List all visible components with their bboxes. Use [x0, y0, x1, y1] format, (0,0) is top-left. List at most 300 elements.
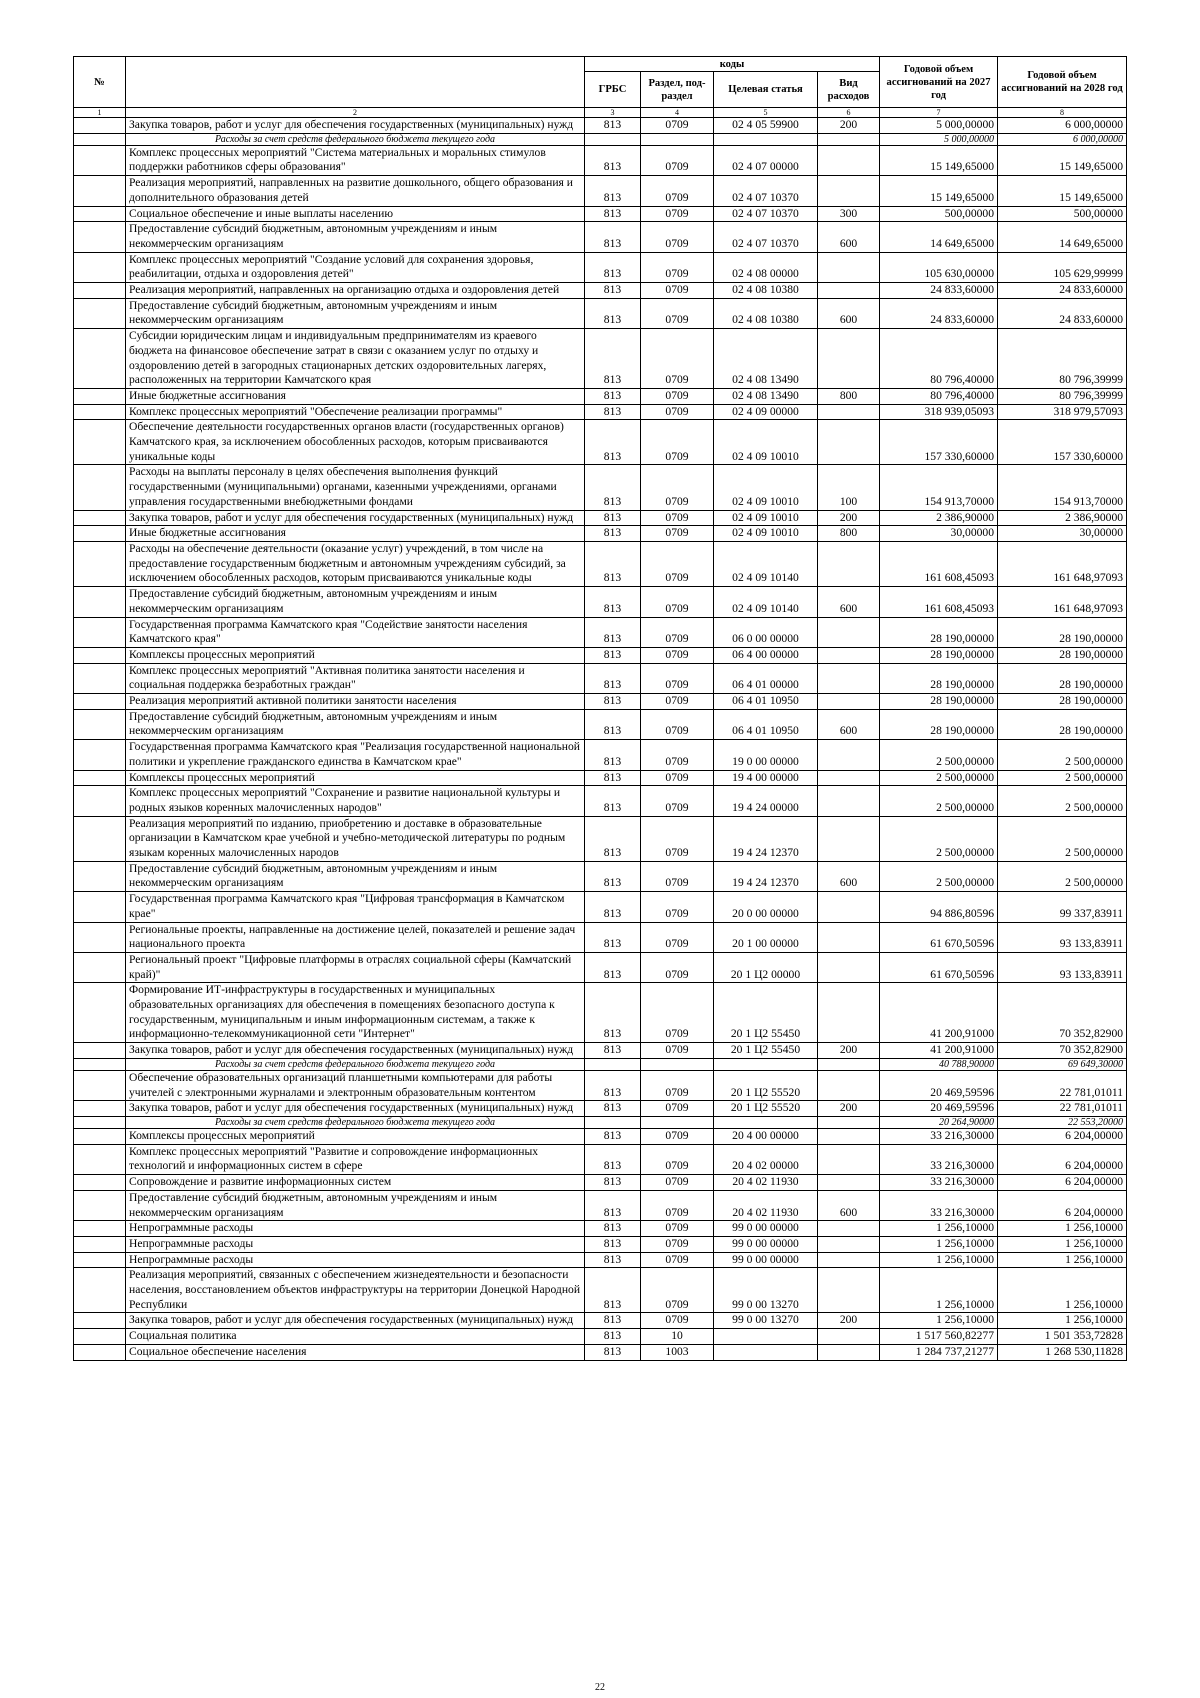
section-cell: 0709	[641, 770, 714, 786]
num-cell	[74, 1313, 126, 1329]
table-row	[74, 404, 1127, 420]
grbs-cell: 813	[585, 1268, 641, 1313]
num-cell	[74, 587, 126, 617]
budget-table	[73, 56, 1127, 1361]
index-cell: 1	[74, 108, 126, 118]
table-row	[74, 222, 1127, 252]
table-row	[74, 1344, 1127, 1360]
amount-2027-cell: 500,00000	[880, 206, 998, 222]
amount-2028-cell: 1 268 530,11828	[998, 1344, 1127, 1360]
header-target: Целевая статья	[714, 72, 818, 108]
table-row	[74, 983, 1127, 1043]
header-index-row	[74, 108, 1127, 118]
amount-2027-cell: 1 256,10000	[880, 1313, 998, 1329]
vid-cell	[818, 770, 880, 786]
vid-cell	[818, 952, 880, 982]
table-row	[74, 1221, 1127, 1237]
section-cell: 0709	[641, 176, 714, 206]
table-row	[74, 709, 1127, 739]
section-cell: 0709	[641, 118, 714, 134]
amount-2028-cell: 70 352,82900	[998, 1043, 1127, 1059]
grbs-cell: 813	[585, 1313, 641, 1329]
amount-2028-cell: 6 204,00000	[998, 1175, 1127, 1191]
vid-cell	[818, 329, 880, 389]
section-cell: 0709	[641, 1144, 714, 1174]
amount-2027-cell: 28 190,00000	[880, 647, 998, 663]
section-cell	[641, 133, 714, 145]
table-row	[74, 118, 1127, 134]
amount-2027-cell: 33 216,30000	[880, 1190, 998, 1220]
vid-cell	[818, 647, 880, 663]
name-cell: Закупка товаров, работ и услуг для обеспечения государственных (муниципальных) нужд	[126, 1043, 585, 1059]
name-cell: Обеспечение деятельности государственных органов власти (государственных органов) Камчатского края, за исключением обособленных расходов, которым присваиваются уникальные коды	[126, 420, 585, 465]
table-row	[74, 145, 1127, 175]
table-row	[74, 1175, 1127, 1191]
num-cell	[74, 222, 126, 252]
name-cell: Региональные проекты, направленные на достижение целей, показателей и решение задач национального проекта	[126, 922, 585, 952]
target-cell: 20 1 Ц2 55520	[714, 1101, 818, 1117]
num-cell	[74, 1101, 126, 1117]
num-cell	[74, 709, 126, 739]
vid-cell	[818, 816, 880, 861]
name-cell: Закупка товаров, работ и услуг для обеспечения государственных (муниципальных) нужд	[126, 118, 585, 134]
amount-2028-cell: 2 500,00000	[998, 770, 1127, 786]
grbs-cell: 813	[585, 1190, 641, 1220]
amount-2028-cell: 2 500,00000	[998, 861, 1127, 891]
target-cell: 02 4 09 00000	[714, 404, 818, 420]
table-row	[74, 283, 1127, 299]
amount-2027-cell: 94 886,80596	[880, 892, 998, 922]
name-cell: Государственная программа Камчатского края "Реализация государственной национальной политики и укрепление гражданского единства в Камчатском крае"	[126, 740, 585, 770]
grbs-cell: 813	[585, 1144, 641, 1174]
amount-2028-cell: 318 979,57093	[998, 404, 1127, 420]
vid-cell	[818, 1070, 880, 1100]
target-cell: 02 4 07 10370	[714, 222, 818, 252]
amount-2027-cell: 24 833,60000	[880, 298, 998, 328]
amount-2027-cell: 5 000,00000	[880, 133, 998, 145]
grbs-cell: 813	[585, 1043, 641, 1059]
amount-2027-cell: 1 256,10000	[880, 1252, 998, 1268]
amount-2028-cell: 161 648,97093	[998, 541, 1127, 586]
amount-2028-cell: 1 256,10000	[998, 1313, 1127, 1329]
target-cell: 20 4 02 00000	[714, 1144, 818, 1174]
amount-2028-cell: 80 796,39999	[998, 388, 1127, 404]
vid-cell: 200	[818, 1043, 880, 1059]
amount-2028-cell: 24 833,60000	[998, 283, 1127, 299]
target-cell: 99 0 00 13270	[714, 1268, 818, 1313]
table-row	[74, 1144, 1127, 1174]
name-cell: Расходы на обеспечение деятельности (оказание услуг) учреждений, в том числе на предоставление государственным бюджетным и автономным учреждениям субсидий, за исключением обособленных расходов, которым присваиваются уникальные коды	[126, 541, 585, 586]
target-cell	[714, 1117, 818, 1129]
amount-2027-cell: 14 649,65000	[880, 222, 998, 252]
section-cell: 0709	[641, 617, 714, 647]
grbs-cell: 813	[585, 892, 641, 922]
grbs-cell	[585, 1117, 641, 1129]
target-cell	[714, 1344, 818, 1360]
section-cell: 0709	[641, 1268, 714, 1313]
target-cell: 20 4 02 11930	[714, 1190, 818, 1220]
name-cell: Реализация мероприятий активной политики занятости населения	[126, 694, 585, 710]
table-row	[74, 892, 1127, 922]
amount-2028-cell: 69 649,30000	[998, 1058, 1127, 1070]
vid-cell: 600	[818, 587, 880, 617]
table-row	[74, 587, 1127, 617]
section-cell: 0709	[641, 541, 714, 586]
amount-2027-cell: 41 200,91000	[880, 983, 998, 1043]
num-cell	[74, 1190, 126, 1220]
amount-2028-cell: 6 000,00000	[998, 118, 1127, 134]
amount-2027-cell: 1 517 560,82277	[880, 1329, 998, 1345]
target-cell: 06 4 00 00000	[714, 647, 818, 663]
name-cell: Социальное обеспечение населения	[126, 1344, 585, 1360]
table-row	[74, 694, 1127, 710]
table-row	[74, 1268, 1127, 1313]
table-row	[74, 206, 1127, 222]
vid-cell: 100	[818, 465, 880, 510]
target-cell: 20 4 00 00000	[714, 1129, 818, 1145]
name-cell: Предоставление субсидий бюджетным, автономным учреждениям и иным некоммерческим организациям	[126, 587, 585, 617]
table-row	[74, 388, 1127, 404]
grbs-cell: 813	[585, 816, 641, 861]
vid-cell: 600	[818, 1190, 880, 1220]
target-cell: 02 4 08 10380	[714, 298, 818, 328]
name-cell: Реализация мероприятий, направленных на организацию отдыха и оздоровления детей	[126, 283, 585, 299]
index-cell: 8	[998, 108, 1127, 118]
target-cell	[714, 1058, 818, 1070]
section-cell: 0709	[641, 861, 714, 891]
num-cell	[74, 176, 126, 206]
name-cell: Комплекс процессных мероприятий "Система материальных и моральных стимулов поддержки работников сферы образования"	[126, 145, 585, 175]
header-num: №	[74, 57, 126, 108]
grbs-cell: 813	[585, 145, 641, 175]
amount-2027-cell: 318 939,05093	[880, 404, 998, 420]
amount-2028-cell: 93 133,83911	[998, 952, 1127, 982]
amount-2028-cell: 1 256,10000	[998, 1252, 1127, 1268]
amount-2027-cell: 33 216,30000	[880, 1129, 998, 1145]
grbs-cell: 813	[585, 694, 641, 710]
num-cell	[74, 786, 126, 816]
name-cell: Реализация мероприятий по изданию, приобретению и доставке в образовательные организации в Камчатском крае учебной и учебно-методической литературы по родным языкам коренных малочисленных народов	[126, 816, 585, 861]
target-cell: 99 0 00 13270	[714, 1313, 818, 1329]
grbs-cell: 813	[585, 1070, 641, 1100]
table-row	[74, 663, 1127, 693]
target-cell: 02 4 05 59900	[714, 118, 818, 134]
num-cell	[74, 694, 126, 710]
name-cell: Комплекс процессных мероприятий "Активная политика занятости населения и социальная поддержка безработных граждан"	[126, 663, 585, 693]
grbs-cell	[585, 1058, 641, 1070]
section-cell: 0709	[641, 1190, 714, 1220]
vid-cell	[818, 541, 880, 586]
table-row	[74, 465, 1127, 510]
table-row	[74, 1236, 1127, 1252]
grbs-cell: 813	[585, 1175, 641, 1191]
grbs-cell: 813	[585, 510, 641, 526]
header-name	[126, 57, 585, 108]
amount-2027-cell: 33 216,30000	[880, 1175, 998, 1191]
amount-2028-cell: 99 337,83911	[998, 892, 1127, 922]
amount-2027-cell: 15 149,65000	[880, 176, 998, 206]
section-cell: 0709	[641, 526, 714, 542]
vid-cell	[818, 404, 880, 420]
amount-2028-cell: 157 330,60000	[998, 420, 1127, 465]
vid-cell: 200	[818, 1313, 880, 1329]
grbs-cell: 813	[585, 404, 641, 420]
amount-2028-cell: 28 190,00000	[998, 694, 1127, 710]
vid-cell: 600	[818, 222, 880, 252]
num-cell	[74, 206, 126, 222]
num-cell	[74, 770, 126, 786]
amount-2028-cell: 6 000,00000	[998, 133, 1127, 145]
amount-2027-cell: 2 500,00000	[880, 816, 998, 861]
vid-cell	[818, 1117, 880, 1129]
table-row	[74, 1329, 1127, 1345]
vid-cell: 200	[818, 1101, 880, 1117]
num-cell	[74, 1117, 126, 1129]
name-cell: Предоставление субсидий бюджетным, автономным учреждениям и иным некоммерческим организациям	[126, 222, 585, 252]
header-section: Раздел, под-раздел	[641, 72, 714, 108]
amount-2028-cell: 105 629,99999	[998, 252, 1127, 282]
section-cell: 0709	[641, 420, 714, 465]
target-cell: 02 4 07 10370	[714, 176, 818, 206]
grbs-cell: 813	[585, 740, 641, 770]
name-cell: Закупка товаров, работ и услуг для обеспечения государственных (муниципальных) нужд	[126, 1313, 585, 1329]
vid-cell	[818, 145, 880, 175]
amount-2028-cell: 22 781,01011	[998, 1101, 1127, 1117]
grbs-cell: 813	[585, 983, 641, 1043]
vid-cell	[818, 1329, 880, 1345]
vid-cell: 600	[818, 861, 880, 891]
section-cell: 0709	[641, 1043, 714, 1059]
amount-2027-cell: 2 500,00000	[880, 740, 998, 770]
name-cell: Комплекс процессных мероприятий "Создание условий для сохранения здоровья, реабилитации, отдыха и оздоровления детей"	[126, 252, 585, 282]
amount-2028-cell: 2 500,00000	[998, 816, 1127, 861]
amount-2028-cell: 161 648,97093	[998, 587, 1127, 617]
section-cell: 0709	[641, 1175, 714, 1191]
amount-2027-cell: 61 670,50596	[880, 922, 998, 952]
amount-2027-cell: 2 500,00000	[880, 770, 998, 786]
table-row	[74, 329, 1127, 389]
grbs-cell: 813	[585, 786, 641, 816]
grbs-cell: 813	[585, 298, 641, 328]
grbs-cell: 813	[585, 1101, 641, 1117]
amount-2028-cell: 500,00000	[998, 206, 1127, 222]
amount-2028-cell: 1 256,10000	[998, 1236, 1127, 1252]
name-cell: Государственная программа Камчатского края "Цифровая трансформация в Камчатском крае"	[126, 892, 585, 922]
vid-cell: 200	[818, 510, 880, 526]
amount-2027-cell: 105 630,00000	[880, 252, 998, 282]
vid-cell	[818, 1344, 880, 1360]
target-cell: 19 0 00 00000	[714, 740, 818, 770]
target-cell: 02 4 08 13490	[714, 388, 818, 404]
grbs-cell: 813	[585, 952, 641, 982]
target-cell: 06 4 01 10950	[714, 694, 818, 710]
amount-2027-cell: 28 190,00000	[880, 694, 998, 710]
vid-cell	[818, 1221, 880, 1237]
section-cell: 0709	[641, 510, 714, 526]
table-row	[74, 740, 1127, 770]
name-cell: Субсидии юридическим лицам и индивидуальным предпринимателям из краевого бюджета на финансовое обеспечение затрат в связи с оказанием услуг по отдыху и оздоровлению детей в загородных стационарных детских оздоровительных лагерях, расположенных на территории Камчатского края	[126, 329, 585, 389]
target-cell	[714, 133, 818, 145]
section-cell: 1003	[641, 1344, 714, 1360]
num-cell	[74, 133, 126, 145]
section-cell: 0709	[641, 222, 714, 252]
num-cell	[74, 617, 126, 647]
table-row	[74, 770, 1127, 786]
amount-2028-cell: 154 913,70000	[998, 465, 1127, 510]
table-row	[74, 176, 1127, 206]
amount-2027-cell: 24 833,60000	[880, 283, 998, 299]
target-cell: 19 4 24 12370	[714, 816, 818, 861]
table-row	[74, 617, 1127, 647]
grbs-cell: 813	[585, 541, 641, 586]
section-cell: 0709	[641, 922, 714, 952]
target-cell: 02 4 08 00000	[714, 252, 818, 282]
table-row	[74, 922, 1127, 952]
amount-2028-cell: 6 204,00000	[998, 1129, 1127, 1145]
header-codes: коды	[585, 57, 880, 72]
num-cell	[74, 861, 126, 891]
grbs-cell: 813	[585, 1129, 641, 1145]
vid-cell	[818, 1175, 880, 1191]
index-cell: 5	[714, 108, 818, 118]
vid-cell	[818, 176, 880, 206]
target-cell: 02 4 09 10010	[714, 465, 818, 510]
amount-2028-cell: 28 190,00000	[998, 709, 1127, 739]
name-cell: Комплексы процессных мероприятий	[126, 770, 585, 786]
table-row	[74, 786, 1127, 816]
amount-2027-cell: 5 000,00000	[880, 118, 998, 134]
vid-cell	[818, 1268, 880, 1313]
header-grbs: ГРБС	[585, 72, 641, 108]
vid-cell	[818, 420, 880, 465]
grbs-cell: 813	[585, 329, 641, 389]
name-cell: Иные бюджетные ассигнования	[126, 388, 585, 404]
amount-2027-cell: 161 608,45093	[880, 587, 998, 617]
num-cell	[74, 329, 126, 389]
grbs-cell: 813	[585, 465, 641, 510]
target-cell: 02 4 09 10010	[714, 510, 818, 526]
target-cell: 20 1 Ц2 55450	[714, 1043, 818, 1059]
grbs-cell: 813	[585, 770, 641, 786]
section-cell: 0709	[641, 1070, 714, 1100]
vid-cell	[818, 694, 880, 710]
grbs-cell: 813	[585, 206, 641, 222]
grbs-cell: 813	[585, 283, 641, 299]
name-cell: Предоставление субсидий бюджетным, автономным учреждениям и иным некоммерческим организациям	[126, 298, 585, 328]
amount-2027-cell: 20 469,59596	[880, 1101, 998, 1117]
target-cell	[714, 1329, 818, 1345]
grbs-cell: 813	[585, 420, 641, 465]
amount-2028-cell: 30,00000	[998, 526, 1127, 542]
num-cell	[74, 1329, 126, 1345]
target-cell: 20 1 00 00000	[714, 922, 818, 952]
vid-cell	[818, 1058, 880, 1070]
grbs-cell: 813	[585, 922, 641, 952]
target-cell: 02 4 09 10010	[714, 526, 818, 542]
amount-2028-cell: 80 796,39999	[998, 329, 1127, 389]
amount-2027-cell: 28 190,00000	[880, 709, 998, 739]
target-cell: 06 4 01 00000	[714, 663, 818, 693]
grbs-cell: 813	[585, 252, 641, 282]
vid-cell	[818, 1252, 880, 1268]
amount-2027-cell: 2 386,90000	[880, 510, 998, 526]
table-row	[74, 1129, 1127, 1145]
num-cell	[74, 1236, 126, 1252]
amount-2028-cell: 6 204,00000	[998, 1144, 1127, 1174]
section-cell: 0709	[641, 252, 714, 282]
num-cell	[74, 526, 126, 542]
name-cell: Комплекс процессных мероприятий "Обеспечение реализации программы"	[126, 404, 585, 420]
name-cell: Непрограммные расходы	[126, 1252, 585, 1268]
name-cell: Предоставление субсидий бюджетным, автономным учреждениям и иным некоммерческим организациям	[126, 861, 585, 891]
section-cell: 0709	[641, 983, 714, 1043]
vid-cell: 600	[818, 709, 880, 739]
num-cell	[74, 816, 126, 861]
section-cell: 0709	[641, 298, 714, 328]
table-row	[74, 1313, 1127, 1329]
name-cell: Закупка товаров, работ и услуг для обеспечения государственных (муниципальных) нужд	[126, 1101, 585, 1117]
target-cell: 99 0 00 00000	[714, 1221, 818, 1237]
federal-funds-row	[74, 1117, 1127, 1129]
amount-2027-cell: 1 256,10000	[880, 1268, 998, 1313]
num-cell	[74, 1344, 126, 1360]
section-cell: 0709	[641, 647, 714, 663]
vid-cell	[818, 983, 880, 1043]
name-cell: Комплекс процессных мероприятий "Сохранение и развитие национальной культуры и родных языков коренных малочисленных народов"	[126, 786, 585, 816]
target-cell: 02 4 09 10140	[714, 541, 818, 586]
section-cell: 0709	[641, 709, 714, 739]
amount-2027-cell: 40 788,90000	[880, 1058, 998, 1070]
num-cell	[74, 1175, 126, 1191]
table-row	[74, 647, 1127, 663]
amount-2028-cell: 93 133,83911	[998, 922, 1127, 952]
amount-2028-cell: 1 256,10000	[998, 1221, 1127, 1237]
target-cell: 99 0 00 00000	[714, 1236, 818, 1252]
section-cell: 0709	[641, 1101, 714, 1117]
name-cell: Закупка товаров, работ и услуг для обеспечения государственных (муниципальных) нужд	[126, 510, 585, 526]
section-cell: 0709	[641, 740, 714, 770]
vid-cell: 200	[818, 118, 880, 134]
amount-2028-cell: 6 204,00000	[998, 1190, 1127, 1220]
section-cell	[641, 1117, 714, 1129]
target-cell: 02 4 07 10370	[714, 206, 818, 222]
name-cell: Комплекс процессных мероприятий "Развитие и сопровождение информационных технологий и информационных систем в сфере	[126, 1144, 585, 1174]
grbs-cell	[585, 133, 641, 145]
num-cell	[74, 118, 126, 134]
section-cell: 0709	[641, 388, 714, 404]
target-cell: 02 4 08 13490	[714, 329, 818, 389]
grbs-cell: 813	[585, 176, 641, 206]
table-row	[74, 1252, 1127, 1268]
table-row	[74, 952, 1127, 982]
name-cell: Комплексы процессных мероприятий	[126, 647, 585, 663]
index-cell: 2	[126, 108, 585, 118]
grbs-cell: 813	[585, 388, 641, 404]
amount-2028-cell: 22 781,01011	[998, 1070, 1127, 1100]
grbs-cell: 813	[585, 118, 641, 134]
amount-2028-cell: 15 149,65000	[998, 145, 1127, 175]
table-row	[74, 1043, 1127, 1059]
header-2027: Годовой объем ассигнований на 2027 год	[880, 57, 998, 108]
section-cell: 0709	[641, 145, 714, 175]
section-cell: 0709	[641, 892, 714, 922]
name-cell: Обеспечение образовательных организаций планшетными компьютерами для работы учителей с электронными журналами и электронным образовательным контентом	[126, 1070, 585, 1100]
grbs-cell: 813	[585, 222, 641, 252]
vid-cell	[818, 922, 880, 952]
section-cell: 0709	[641, 952, 714, 982]
amount-2028-cell: 2 386,90000	[998, 510, 1127, 526]
amount-2028-cell: 28 190,00000	[998, 617, 1127, 647]
